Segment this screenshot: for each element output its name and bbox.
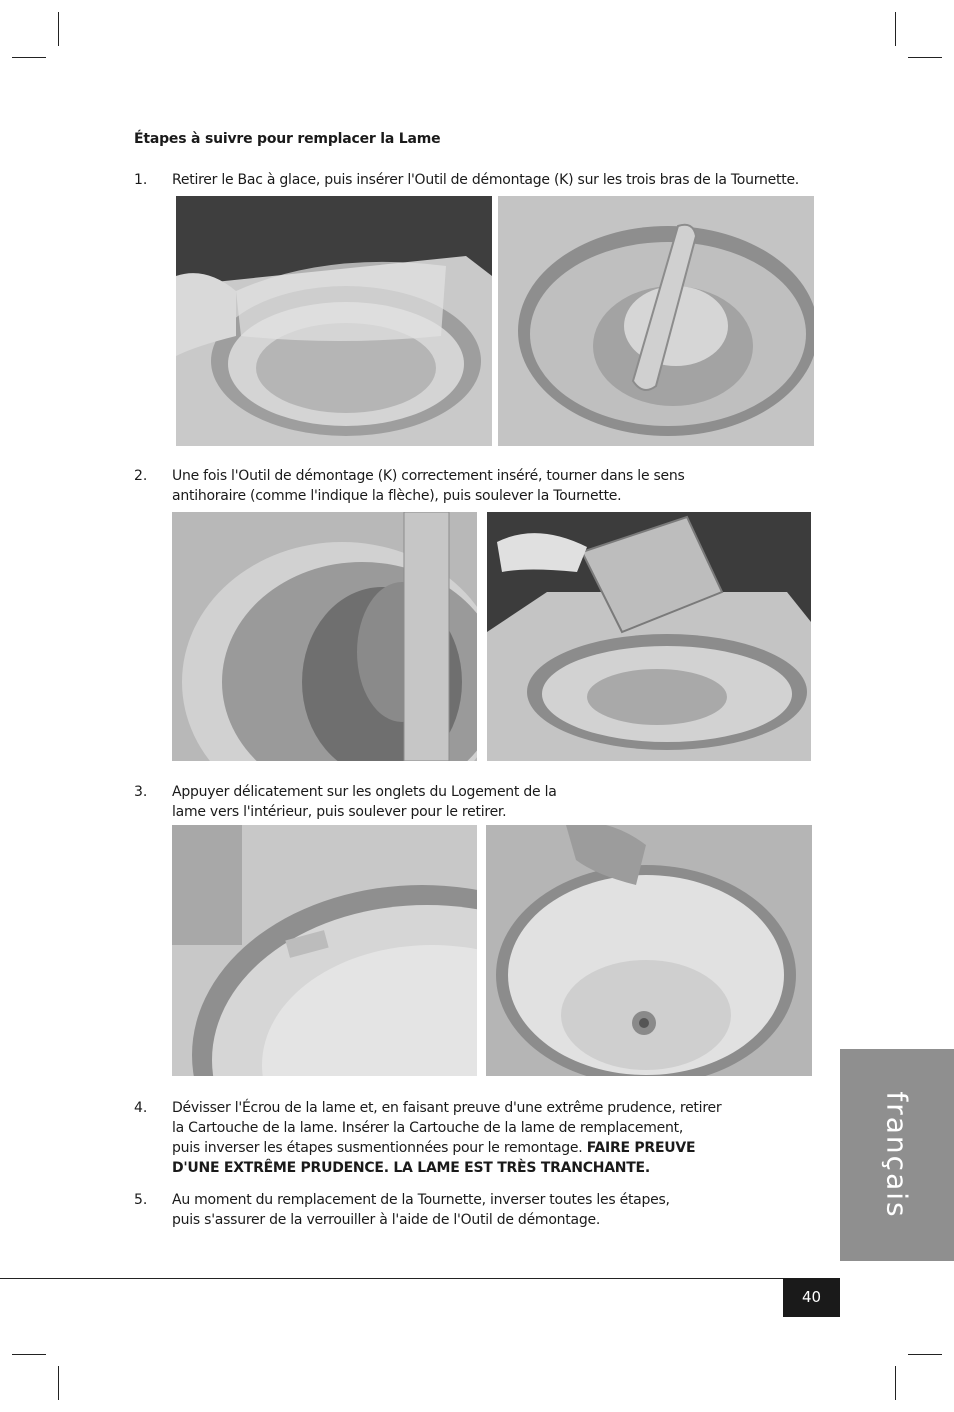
step-line: Appuyer délicatement sur les onglets du Logement de la <box>172 784 557 800</box>
photo-remove-blade-housing <box>486 825 812 1076</box>
crop-mark <box>908 1354 942 1355</box>
photo-press-tabs <box>172 825 477 1076</box>
warning-text: FAIRE PREUVE <box>586 1140 696 1156</box>
photo-insert-removal-tool <box>498 196 814 446</box>
photo-turn-counterclockwise <box>172 512 477 761</box>
step-line-part: puis inverser les étapes susmentionnées pour le remontage. <box>172 1140 583 1156</box>
language-label: français <box>880 1091 914 1219</box>
step-text <box>172 466 685 506</box>
step-line: Dévisser l'Écrou de la lame et, en faisant preuve d'une extrême prudence, retirer <box>172 1100 722 1116</box>
step-line: Au moment du remplacement de la Tournette, inverser toutes les étapes, <box>172 1192 670 1208</box>
step-line <box>172 1138 721 1158</box>
step-line: antihoraire (comme l'indique la flèche), puis soulever la Tournette. <box>172 488 622 504</box>
photo-remove-ice-bowl <box>176 196 492 446</box>
step-text <box>172 1190 670 1230</box>
step-text <box>172 1098 721 1178</box>
step-text <box>172 782 557 822</box>
step-number: 2. <box>134 468 148 484</box>
footer-rule <box>0 1278 840 1279</box>
crop-mark <box>12 1354 46 1355</box>
crop-mark <box>58 1366 59 1400</box>
crop-mark <box>58 12 59 46</box>
step-number: 4. <box>134 1100 148 1116</box>
step-number: 3. <box>134 784 148 800</box>
crop-mark <box>908 57 942 58</box>
language-tab <box>840 1049 954 1261</box>
section-heading: Étapes à suivre pour remplacer la Lame <box>134 131 441 147</box>
page-number: 40 <box>783 1278 840 1317</box>
photo-lift-paddle <box>487 512 811 761</box>
step-line: puis s'assurer de la verrouiller à l'aide de l'Outil de démontage. <box>172 1212 601 1228</box>
step-text <box>172 170 799 190</box>
crop-mark <box>895 1366 896 1400</box>
crop-mark <box>895 12 896 46</box>
warning-text: D'UNE EXTRÊME PRUDENCE. LA LAME EST TRÈS TRANCHANTE. <box>172 1160 650 1176</box>
step-line: la Cartouche de la lame. Insérer la Cartouche de la lame de remplacement, <box>172 1120 684 1136</box>
step-line: lame vers l'intérieur, puis soulever pour le retirer. <box>172 804 507 820</box>
step-number: 1. <box>134 172 148 188</box>
step-line: Retirer le Bac à glace, puis insérer l'Outil de démontage (K) sur les trois bras de la Tournette. <box>172 172 800 188</box>
step-number: 5. <box>134 1192 148 1208</box>
crop-mark <box>12 57 46 58</box>
step-line: Une fois l'Outil de démontage (K) correctement inséré, tourner dans le sens <box>172 468 685 484</box>
